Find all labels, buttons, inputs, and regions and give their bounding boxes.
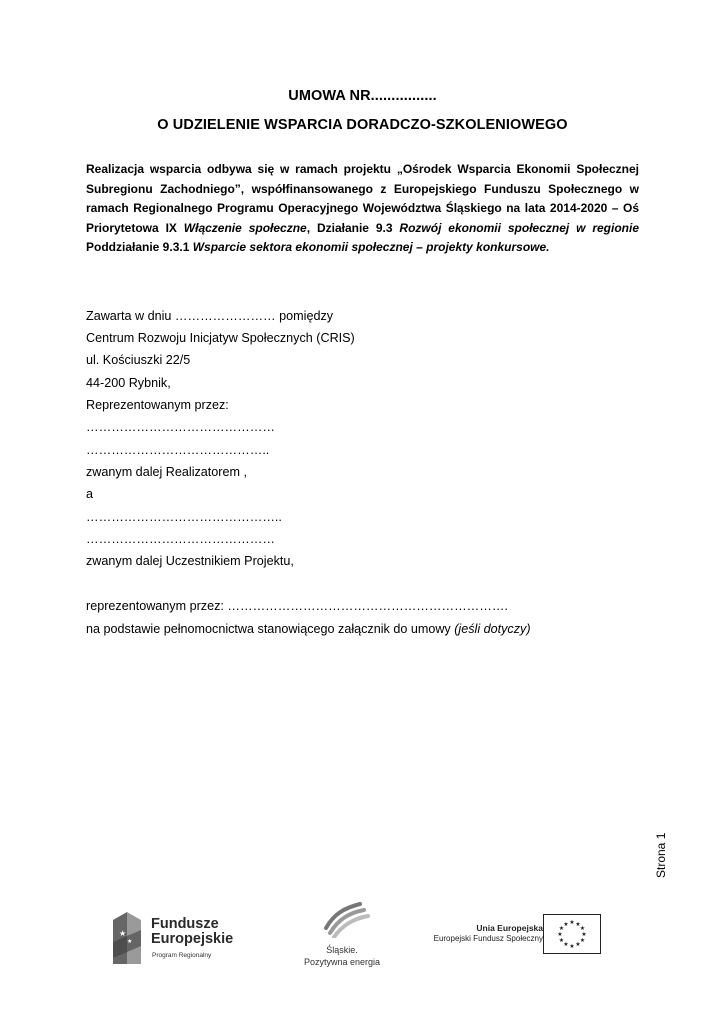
- contract-date-line: Zawarta w dniu …………………… pomiędzy: [86, 309, 334, 323]
- intro-paragraph: [86, 160, 639, 258]
- svg-text:★: ★: [575, 941, 581, 948]
- svg-text:★: ★: [127, 938, 133, 945]
- party-city-line: 44-200 Rybnik,: [86, 376, 171, 390]
- represented-by-participant-line: reprezentowanym przez: ………………………………………………………….: [86, 599, 508, 613]
- fundusze-europejskie-logo: [113, 912, 243, 966]
- unia-europejska-logo: [415, 914, 605, 958]
- intro-text-3: Poddziałanie 9.3.1: [86, 240, 193, 255]
- svg-text:★: ★: [569, 919, 575, 926]
- slaskie-logo-line-1: Śląskie.: [326, 945, 358, 955]
- power-of-attorney-text: na podstawie pełnomocnictwa stanowiącego załącznik do umowy: [86, 622, 455, 636]
- eu-flag-icon: [543, 914, 601, 954]
- svg-text:★: ★: [563, 921, 569, 928]
- svg-text:★: ★: [119, 929, 127, 938]
- representative-blank-2: ……………………………………..: [86, 443, 270, 457]
- ue-logo-line-2: Europejski Fundusz Społeczny: [433, 934, 543, 943]
- intro-italic-2: Rozwój ekonomii społecznej w regionie: [399, 220, 639, 235]
- represented-by-line: Reprezentowanym przez:: [86, 398, 229, 412]
- svg-text:★: ★: [563, 941, 569, 948]
- intro-italic-3: Wsparcie sektora ekonomii społecznej – projekty konkursowe.: [192, 240, 550, 255]
- document-subtitle: O UDZIELENIE WSPARCIA DORADCZO-SZKOLENIOWEGO: [157, 117, 568, 133]
- power-of-attorney-line: [86, 622, 531, 636]
- slaskie-logo: [300, 902, 390, 972]
- svg-text:★: ★: [581, 931, 587, 938]
- svg-text:★: ★: [579, 925, 586, 932]
- and-line: a: [86, 487, 94, 501]
- participant-blank-1: ………………………………………..: [86, 510, 282, 524]
- fe-logo-line-3: Program Regionalny: [152, 952, 212, 959]
- representative-blank-1: ………………………………………: [86, 420, 275, 434]
- realizator-line: zwanym dalej Realizatorem ,: [86, 465, 247, 479]
- intro-text-2: , Działanie 9.3: [306, 220, 400, 235]
- party-name-line: Centrum Rozwoju Inicjatyw Społecznych (CRIS): [86, 331, 355, 345]
- party-street-line: ul. Kościuszki 22/5: [86, 353, 191, 367]
- fe-emblem-icon: [113, 912, 141, 964]
- slaskie-logo-line-2: Pozytywna energia: [303, 957, 381, 967]
- svg-text:★: ★: [558, 925, 565, 932]
- svg-text:★: ★: [569, 943, 575, 950]
- participant-blank-2: ………………………………………: [86, 532, 275, 546]
- fe-logo-line-1: Fundusze: [151, 916, 219, 932]
- fe-logo-line-2: Europejskie: [151, 931, 234, 947]
- page-number: Strona 1: [654, 832, 668, 878]
- svg-text:★: ★: [558, 937, 565, 944]
- document-title: UMOWA NR................: [288, 88, 437, 104]
- svg-text:★: ★: [575, 921, 581, 928]
- if-applicable-note: (jeśli dotyczy): [454, 622, 531, 636]
- ue-logo-line-1: Unia Europejska: [476, 923, 543, 933]
- intro-text-1: Realizacja wsparcia odbywa się w ramach projektu „Ośrodek Wsparcia Ekonomii Społecznej Subregionu Zachodniego”, współfinansowanego z Europejskiego Funduszu Społecznego w ramach Regionalnego Programu Operacyjnego Województwa Śląskiego na lata 2014-2020 – Oś Priorytetowa IX: [86, 162, 639, 235]
- slaskie-wave-icon: [320, 902, 370, 938]
- intro-italic-1: Włączenie społeczne: [183, 220, 307, 235]
- svg-text:★: ★: [579, 937, 586, 944]
- participant-line: zwanym dalej Uczestnikiem Projektu,: [86, 554, 294, 568]
- svg-text:★: ★: [557, 931, 563, 938]
